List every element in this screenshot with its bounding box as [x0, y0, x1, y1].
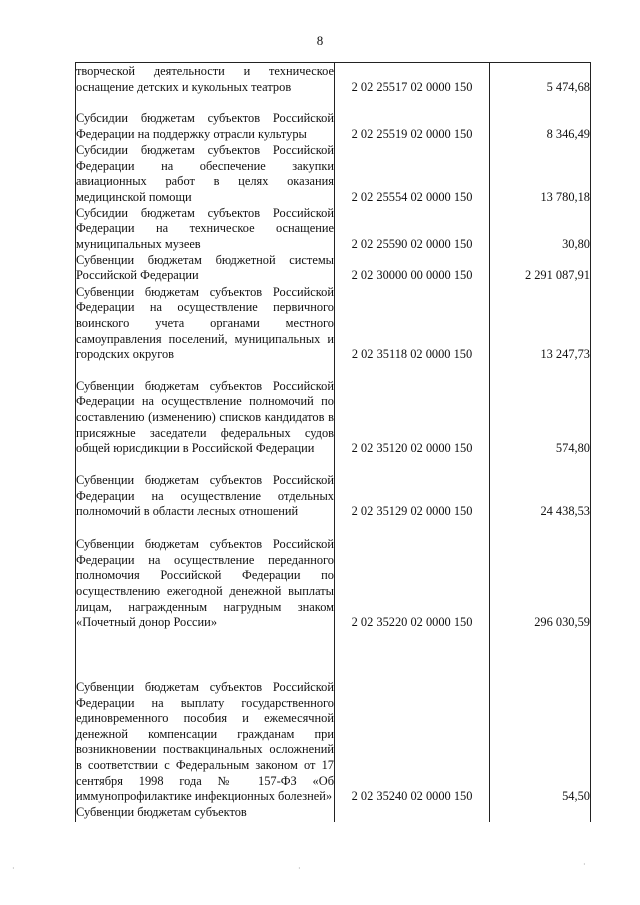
- row-name: Субвенции бюджетам субъектов Российской Федерации на осуществление полномочий по составлению (изменению) списков кандидатов в присяжные заседатели федеральных судов общей юрисдикции в Российской Федерации: [76, 363, 335, 457]
- row-code: [335, 805, 490, 822]
- row-amount: 8 346,49: [490, 96, 591, 143]
- row-code: 2 02 35129 02 0000 150: [335, 457, 490, 520]
- row-name: Субвенции бюджетам субъектов Российской Федерации на осуществление переданного полномочия Российской Федерации по осуществлению ежегодной денежной выплаты лицам, награжденным нагрудным знаком «Почетный донор России»: [76, 520, 335, 631]
- table-row: [76, 253, 591, 284]
- row-code: 2 02 35240 02 0000 150: [335, 631, 490, 805]
- row-code: 2 02 25519 02 0000 150: [335, 96, 490, 143]
- row-code: 2 02 35120 02 0000 150: [335, 363, 490, 457]
- row-code: 2 02 25590 02 0000 150: [335, 206, 490, 253]
- row-code: 2 02 25517 02 0000 150: [335, 63, 490, 96]
- row-amount: 13 247,73: [490, 284, 591, 363]
- table-row: [76, 143, 591, 206]
- scan-dot: ·: [298, 864, 301, 873]
- row-name: Субвенции бюджетам субъектов Российской Федерации на осуществление отдельных полномочий в области лесных отношений: [76, 457, 335, 520]
- scan-dot: ·: [12, 864, 15, 873]
- row-code: 2 02 30000 00 0000 150: [335, 253, 490, 284]
- row-name: Субвенции бюджетам субъектов Российской Федерации на осуществление первичного воинского учета органами местного самоуправления поселений, муниципальных и городских округов: [76, 284, 334, 362]
- budget-table: [75, 62, 591, 822]
- row-amount: 24 438,53: [490, 457, 591, 520]
- row-amount: 296 030,59: [490, 520, 591, 631]
- table-row: [76, 284, 591, 363]
- table-row: [76, 63, 591, 96]
- row-name: Субсидии бюджетам субъектов Российской Федерации на поддержку отрасли культуры: [76, 96, 335, 143]
- row-name: Субвенции бюджетам субъектов Российской Федерации на выплату государственного единовременного пособия и ежемесячной денежной компенсации гражданам при возникновении поствакцинальных осложнений в соответствии с Федеральным законом от 17 сентября 1998 года № 157-ФЗ «Об иммунопрофилактике инфекционных болезней»: [76, 631, 335, 805]
- row-amount: 30,80: [490, 206, 591, 253]
- row-name: Субсидии бюджетам субъектов Российской Федерации на техническое оснащение муниципальных музеев: [76, 205, 334, 251]
- row-amount: 5 474,68: [490, 63, 591, 96]
- table-row: [76, 206, 591, 253]
- row-amount: 574,80: [490, 363, 591, 457]
- row-name: Субсидии бюджетам субъектов Российской Федерации на обеспечение закупки авиационных работ в целях оказания медицинской помощи: [76, 143, 334, 204]
- row-code: 2 02 35220 02 0000 150: [335, 520, 490, 631]
- row-code: 2 02 35118 02 0000 150: [335, 284, 490, 363]
- row-name: Субвенции бюджетам бюджетной системы Российской Федерации: [76, 252, 334, 283]
- table-row: [76, 805, 591, 822]
- row-amount: 54,50: [490, 631, 591, 805]
- page-number: 8: [316, 33, 324, 48]
- table-row: [76, 96, 591, 143]
- row-amount: [490, 805, 591, 822]
- row-name: творческой деятельности и техническое оснащение детских и кукольных театров: [76, 64, 334, 94]
- table-row: [76, 457, 591, 520]
- row-code: 2 02 25554 02 0000 150: [335, 143, 490, 206]
- table-row: [76, 631, 591, 805]
- row-amount: 2 291 087,91: [490, 253, 591, 284]
- row-amount: 13 780,18: [490, 143, 591, 206]
- table-row: [76, 520, 591, 631]
- row-name: Субвенции бюджетам субъектов: [76, 805, 335, 822]
- scan-dot: ·: [583, 860, 586, 869]
- table-row: [76, 363, 591, 457]
